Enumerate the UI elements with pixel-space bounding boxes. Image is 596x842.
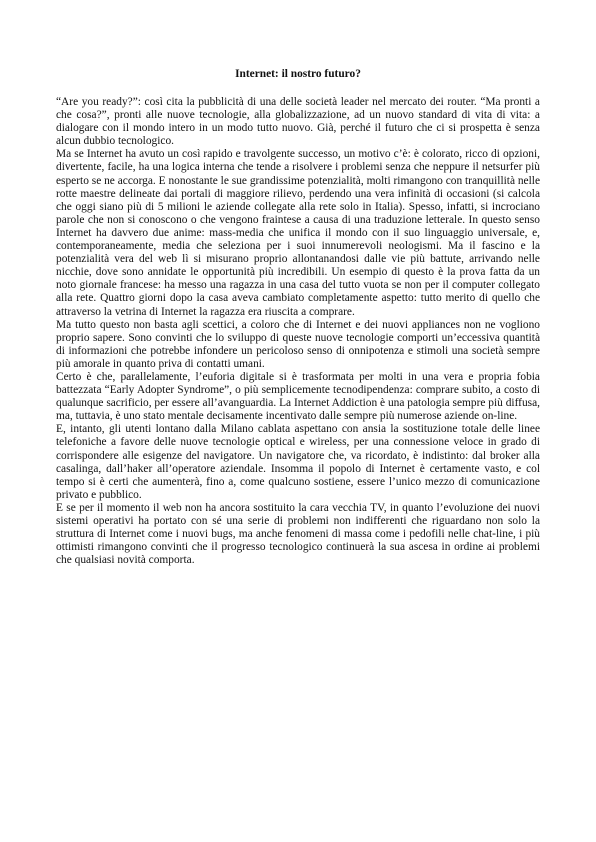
paragraph-intro: “Are you ready?”: così cita la pubblicità di una delle società leader nel mercato dei router. “Ma pronti a che cosa?”, pronti alle nuove tecnologie, alla globalizzazione, ad un nuovo standard di vita di vita: a dialogare con il mondo intero in un modo tutto nuovo. Già, perché il futuro che ci si prospetta è senza alcun dubbio tecnologico. xyxy=(56,96,540,148)
paragraph-conclusion: E se per il momento il web non ha ancora sostituito la cara vecchia TV, in quanto l’evoluzione dei nuovi sistemi operativi ha portato con sé una serie di problemi non indifferenti che riguardano non solo la struttura di Internet come i nuovi bugs, ma anche fenomeni di massa come i pedofili nelle chat-line, i più ottimisti rimangono convinti che il progresso tecnologico continuerà la sua ascesa in ordine ai problemi che qualsiasi novità comporta. xyxy=(56,501,540,567)
paragraph-addiction: Certo è che, parallelamente, l’euforia digitale si è trasformata per molti in una vera e propria fobia battezzata “Early Adopter Syndrome”, o più semplicemente tecnodipendenza: comprare subito, a costo di qualunque sacrificio, per essere all’avanguardia. La Internet Addiction è una patologia sempre più diffusa, ma, tuttavia, è uno stato mentale decisamente incentivato dalle sempre più numerose aziende on-line. xyxy=(56,370,540,423)
document-page xyxy=(56,68,540,567)
paragraph-success: Ma se Internet ha avuto un così rapido e travolgente successo, un motivo c’è: è colorato, ricco di opzioni, divertente, facile, ha una logica interna che tende a risolvere i problemi senza che neppure il netsurfer più esperto se ne accorga. E nonostante le sue grandissime potenzialità, molti rimangono con tranquillità nelle rotte maestre delineate dai portali di maggiore rilievo, perdendo una vera infinità di occasioni (si calcola che oggi siano più di 5 milioni le aziende collegate alla rete solo in Italia). Spesso, infatti, si incrociano parole che non si conoscono o che vengono fraintese a causa di una traduzione letterale. In questo senso Internet ha davvero due anime: mass-media che unifica il mondo con il suo linguaggio universale, e, contemporaneamente, media che seleziona per i suoi innumerevoli neologismi. Ma il fascino e la potenzialità vera del web lì si misurano proprio allontanandosi dalle vie più battute, arrivando nelle nicchie, dove sono annidate le opportunità più incredibili. Un esempio di questo è la prova fatta da un noto giornale francese: ha messo una ragazza in una casa del tutto vuota se non per il computer collegato alla rete. Quattro giorni dopo la casa aveva cambiato completamente aspetto: tutto merito di quello che attraverso la vetrina di Internet la ragazza era riuscita a comprare. xyxy=(56,148,540,318)
paragraph-users: E, intanto, gli utenti lontano dalla Milano cablata aspettano con ansia la sostituzione totale delle linee telefoniche a favore delle nuove tecnologie optical e wireless, per una connessione veloce in grado di corrispondere alle esigenze del navigatore. Un navigatore che, va ricordato, è indistinto: dal broker alla casalinga, dall’haker all’operatore aziendale. Insomma il popolo di Internet è certamente vasto, e col tempo si è certi che aumenterà, fino a, come qualcuno sostiene, essere l’unico mezzo di comunicazione privato e pubblico. xyxy=(56,423,540,501)
document-title: Internet: il nostro futuro? xyxy=(235,68,361,80)
paragraph-skeptics: Ma tutto questo non basta agli scettici, a coloro che di Internet e dei nuovi appliances non ne vogliono proprio sapere. Sono convinti che lo sviluppo di queste nuove tecnologie comporti un’eccessiva quantità di informazioni che potrebbe infondere un pericoloso senso di onnipotenza e stimoli una società sempre più amorale in quanto priva di contatti umani. xyxy=(56,318,540,370)
